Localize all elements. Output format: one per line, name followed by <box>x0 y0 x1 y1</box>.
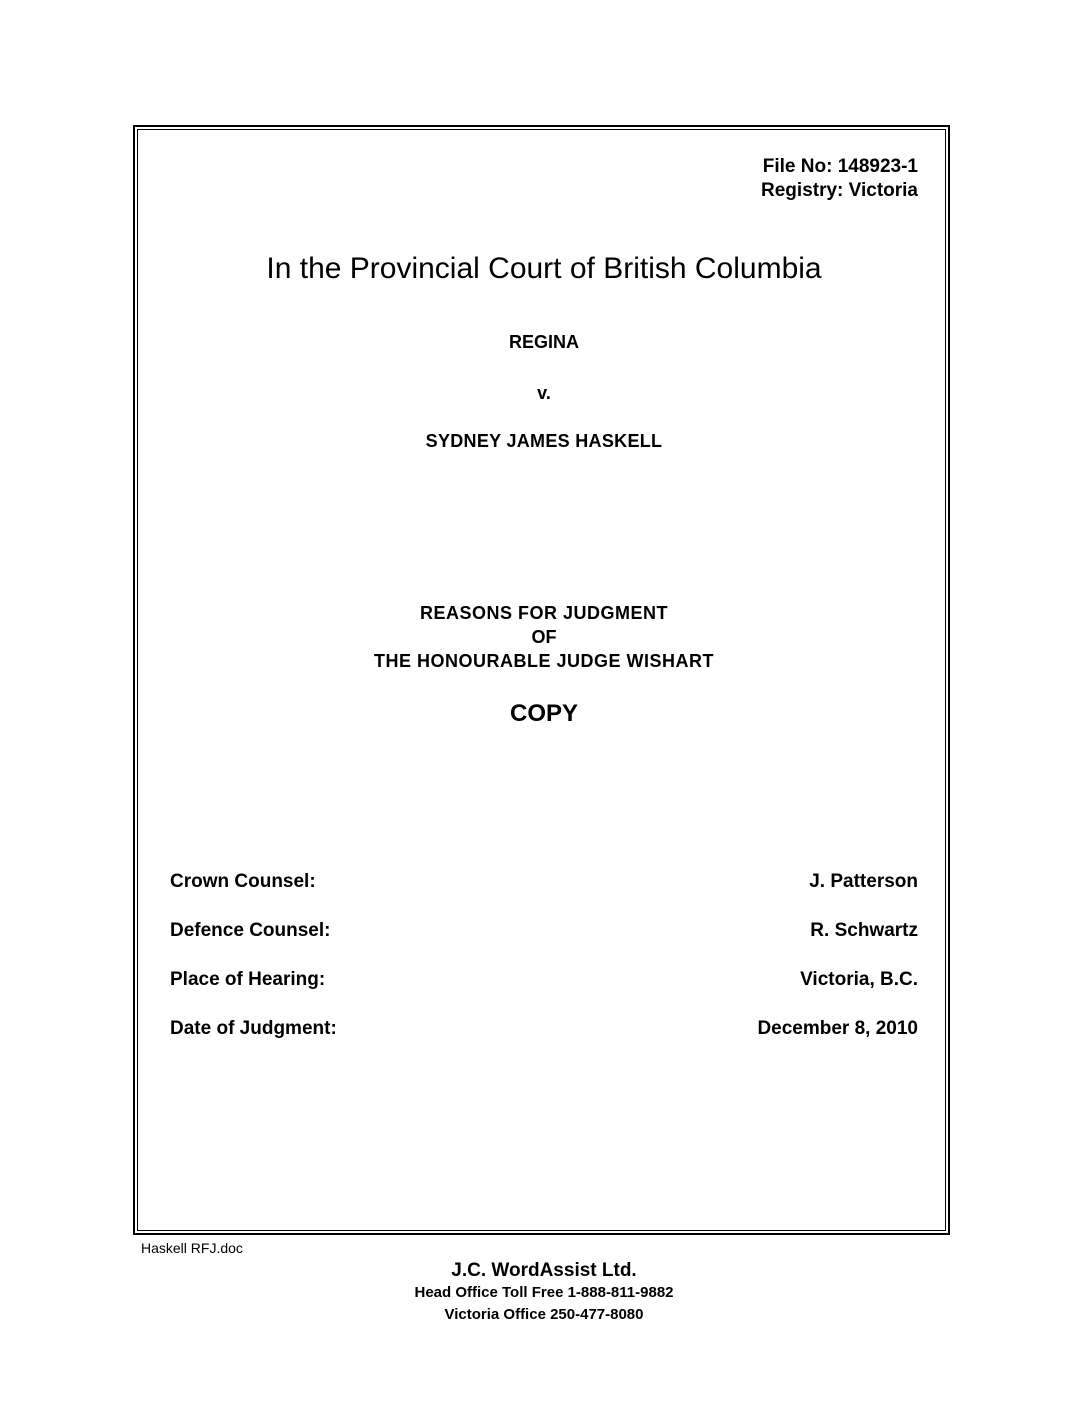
versus-label: v. <box>537 383 551 403</box>
copy-label: COPY <box>509 700 578 727</box>
defendant-name: SYDNEY JAMES HASKELL <box>425 431 663 451</box>
date-of-judgment-value: December 8, 2010 <box>757 1018 918 1039</box>
plaintiff-name: REGINA <box>508 332 579 352</box>
document-filename: Haskell RFJ.doc <box>141 1240 243 1256</box>
defence-counsel-value: R. Schwartz <box>810 920 918 941</box>
defence-counsel-label: Defence Counsel: <box>170 920 331 941</box>
registry: Registry: Victoria <box>761 180 918 201</box>
date-of-judgment-label: Date of Judgment: <box>170 1018 337 1039</box>
crown-counsel-value: J. Patterson <box>809 871 918 892</box>
court-title: In the Provincial Court of British Columbia <box>266 252 822 285</box>
company-name: J.C. WordAssist Ltd. <box>451 1260 637 1281</box>
victoria-office-phone: Victoria Office 250-477-8080 <box>444 1306 644 1323</box>
reasons-heading-line1: REASONS FOR JUDGMENT <box>419 603 669 623</box>
place-of-hearing-value: Victoria, B.C. <box>800 969 918 990</box>
file-number: File No: 148923-1 <box>762 156 918 177</box>
reasons-heading-line3: THE HONOURABLE JUDGE WISHART <box>373 651 714 671</box>
head-office-phone: Head Office Toll Free 1-888-811-9882 <box>414 1284 674 1301</box>
page-border-inner <box>137 129 946 1231</box>
reasons-heading-line2: OF <box>531 627 557 647</box>
place-of-hearing-label: Place of Hearing: <box>170 969 326 990</box>
crown-counsel-label: Crown Counsel: <box>170 871 316 892</box>
